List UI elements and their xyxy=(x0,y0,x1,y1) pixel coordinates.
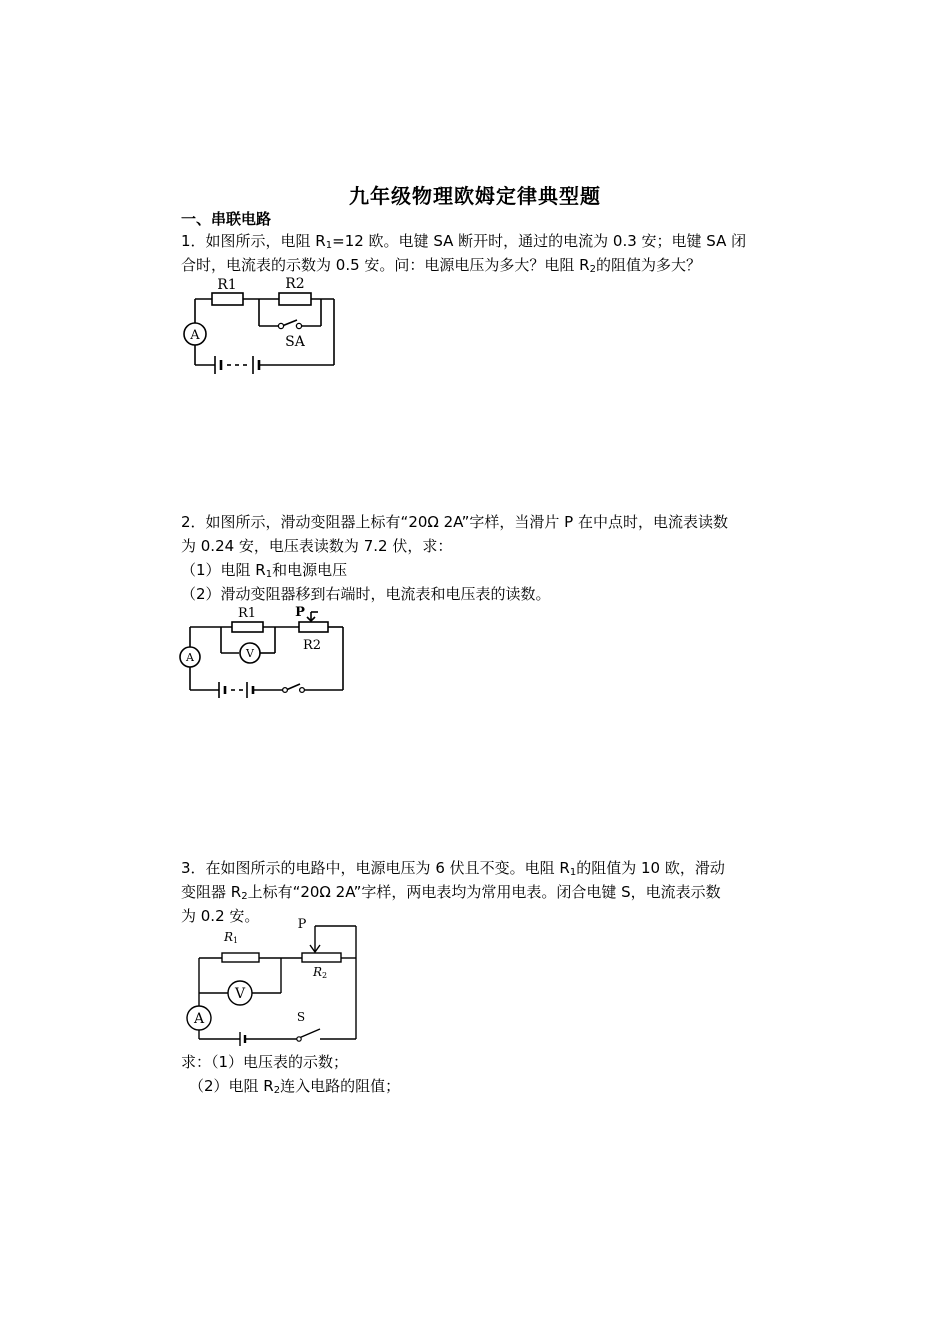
question-2-sub-2: （2）滑动变阻器移到右端时，电流表和电压表的读数。 xyxy=(181,585,551,603)
question-2-text xyxy=(181,510,781,606)
voltmeter-icon: V xyxy=(246,647,254,660)
ammeter-icon: A xyxy=(190,328,200,343)
question-3-ask-1: 求：（1）电压表的示数； xyxy=(181,1053,349,1071)
page-title: 九年级物理欧姆定律典型题 xyxy=(349,184,601,208)
question-1-text xyxy=(181,229,781,277)
voltmeter-icon: V xyxy=(234,986,246,1002)
circuit-diagram-1 xyxy=(175,272,345,382)
circuit-diagram-2 xyxy=(175,602,355,702)
circuit-diagram-3 xyxy=(180,912,370,1052)
question-3-line-3: 为 0.2 安。 xyxy=(181,907,260,925)
question-1-line-1: 1．如图所示，电阻 $R_1=12$ 欧。电键 SA 断开时，通过的电流为 0.3 安；电键 SA 闭 xyxy=(181,232,747,251)
label-slider-p: P xyxy=(297,917,307,932)
label-r1: R1 xyxy=(224,930,239,945)
question-3-ask-2: （2）电阻 $R_2$连入电路的阻值； xyxy=(189,1077,401,1096)
label-r2: R2 xyxy=(302,638,322,653)
question-2-sub-1: （1）电阻 $R_1$和电源电压 xyxy=(181,561,348,580)
label-switch-s: S xyxy=(296,1010,306,1024)
question-3-asks xyxy=(181,1050,781,1098)
ammeter-icon: A xyxy=(186,651,194,664)
label-switch-sa: SA xyxy=(285,334,305,350)
ammeter-icon: A xyxy=(193,1011,205,1027)
label-r2: R2 xyxy=(285,276,305,292)
question-2-line-1: 2．如图所示，滑动变阻器上标有“20Ω 2A”字样，当滑片 P 在中点时，电流表读数 xyxy=(181,513,728,531)
question-3-line-2: 变阻器 $R_2$上标有“20Ω 2A”字样，两电表均为常用电表。闭合电键 S，电流表示数 xyxy=(181,883,721,902)
section-heading-series: 一、串联电路 xyxy=(181,210,272,228)
label-r1: R1 xyxy=(237,606,257,621)
question-3-line-1: 3．在如图所示的电路中，电源电压为 6 伏且不变。电阻 $R_1$的阻值为 10 欧，滑动 xyxy=(181,859,725,878)
label-r2: R2 xyxy=(313,965,328,980)
label-r1: R1 xyxy=(217,277,237,293)
label-slider-p: P xyxy=(295,605,305,620)
question-2-line-2: 为 0.24 安，电压表读数为 7.2 伏，求： xyxy=(181,537,453,555)
question-1-line-2: 合时，电流表的示数为 0.5 安。问：电源电压为多大？电阻 $R_2$的阻值为多大？ xyxy=(181,256,701,275)
